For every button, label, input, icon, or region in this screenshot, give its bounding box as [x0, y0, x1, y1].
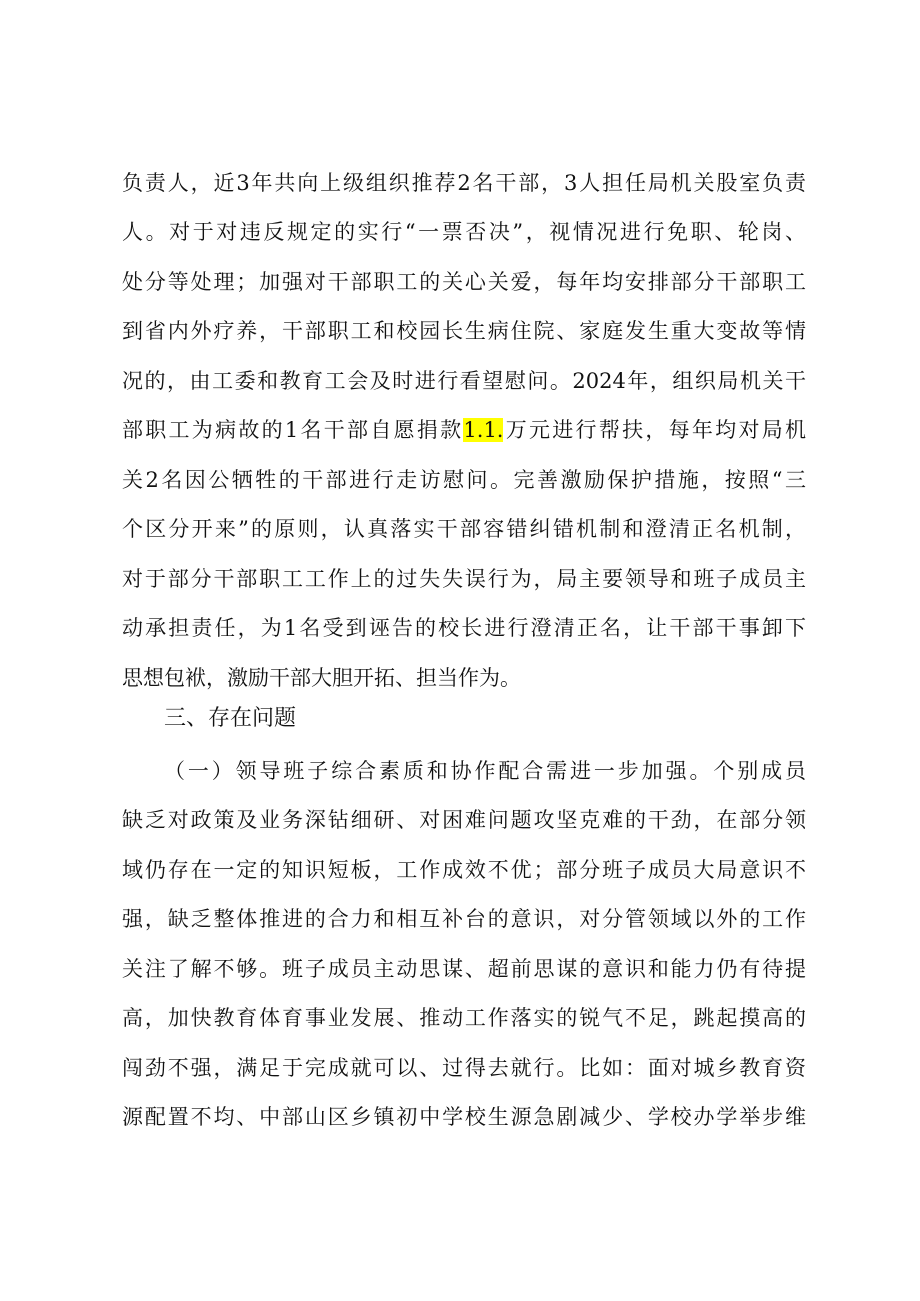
- paragraph1-line-4: 到省内外疗养，干部职工和校园长生病住院、家庭发生重大变故等情: [122, 319, 806, 343]
- line6-text-before: 部职工为病故的1名干部自愿捐款: [122, 418, 464, 442]
- paragraph2-line-6: 高，加快教育体育事业发展、推动工作落实的锐气不足，跳起摸高的: [122, 1006, 806, 1030]
- highlighted-amount: 1.1.: [463, 418, 504, 442]
- paragraph2-line-1: （一）领导班子综合素质和协作配合需进一步加强。个别成员: [164, 759, 806, 783]
- paragraph1-line-9: 对于部分干部职工工作上的过失失误行为，局主要领导和班子成员主: [122, 567, 806, 591]
- paragraph2-line-5: 关注了解不够。班子成员主动思谋、超前思谋的意识和能力仍有待提: [122, 957, 806, 981]
- paragraph1-line-6: [122, 410, 806, 450]
- paragraph1-line-3: 处分等处理；加强对干部职工的关心关爱，每年均安排部分干部职工: [122, 270, 806, 294]
- paragraph2-line-3: 域仍存在一定的知识短板，工作成效不优；部分班子成员大局意识不: [122, 858, 806, 882]
- line6-text-after: 万元进行帮扶，每年均对局机: [503, 418, 806, 442]
- paragraph1-line-5: 况的，由工委和教育工会及时进行看望慰问。2024年，组织局机关干: [122, 369, 806, 393]
- paragraph2-line-4: 强，缺乏整体推进的合力和相互补台的意识，对分管领域以外的工作: [122, 907, 806, 931]
- paragraph1-line-8: 个区分开来”的原则，认真落实干部容错纠错机制和澄清正名机制，: [122, 517, 806, 541]
- paragraph1-line-1: 负责人，近3年共向上级组织推荐2名干部，3人担任局机关股室负责: [122, 171, 806, 195]
- paragraph1-line-2: 人。对于对违反规定的实行“一票否决”，视情况进行免职、轮岗、: [122, 220, 806, 244]
- paragraph1-line-11: 思想包袱，激励干部大胆开拓、担当作为。: [122, 666, 521, 690]
- paragraph2-line-7: 闯劲不强，满足于完成就可以、过得去就行。比如：面对城乡教育资: [122, 1056, 806, 1080]
- paragraph2-line-8: 源配置不均、中部山区乡镇初中学校生源急剧减少、学校办学举步维: [122, 1105, 806, 1129]
- paragraph1-line-10: 动承担责任，为1名受到诬告的校长进行澄清正名，让干部干事卸下: [122, 616, 806, 640]
- section-heading: 三、存在问题: [164, 706, 297, 731]
- paragraph2-line-2: 缺乏对政策及业务深钻细研、对困难问题攻坚克难的干劲，在部分领: [122, 808, 806, 832]
- paragraph1-line-7: 关2名因公牺牲的干部进行走访慰问。完善激励保护措施，按照“三: [122, 468, 806, 492]
